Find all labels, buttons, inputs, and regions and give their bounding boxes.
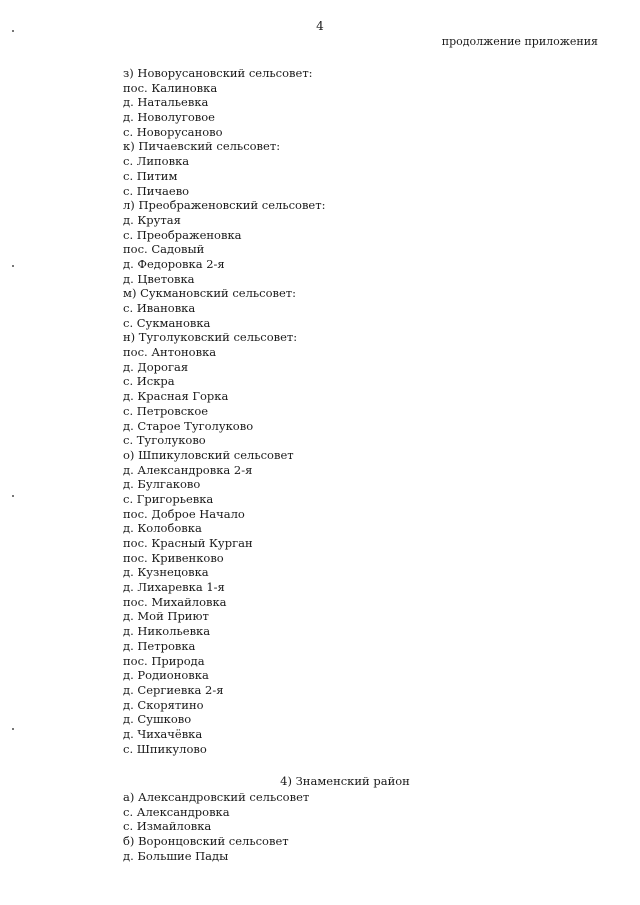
list-item: д. Лихаревка 1-я [123,580,225,595]
list-item: к) Пичаевский сельсовет: [123,139,281,154]
margin-dot [12,728,14,730]
list-item: с. Новорусаново [123,124,223,139]
list-item: с. Преображеновка [123,227,242,242]
list-item: о) Шпикуловский сельсовет [123,447,294,462]
list-item: д. Петровка [123,638,196,653]
list-item: д. Скорятино [123,697,204,712]
list-item: д. Натальевка [123,95,209,110]
list-item: пос. Кривенково [123,550,224,565]
list-item: з) Новорусановский сельсовет: [123,66,313,80]
district-settlement-list [123,790,309,863]
list-item: с. Сукмановка [123,315,211,330]
list-item: д. Цветовка [123,271,195,286]
list-item: д. Сергиевка 2-я [123,682,224,697]
list-item: с. Александровка [123,804,230,819]
list-item: н) Туголуковский сельсовет: [123,330,298,345]
list-item: д. Красная Горка [123,389,229,404]
margin-dot [12,265,14,267]
list-item: пос. Калиновка [123,80,218,95]
list-item: д. Сушково [123,712,192,727]
list-item: д. Никольевка [123,624,211,639]
list-item: д. Федоровка 2-я [123,256,225,271]
list-item: с. Питим [123,168,178,183]
margin-dot [12,495,14,497]
continuation-note: продолжение приложения [441,35,598,48]
list-item: д. Крутая [123,212,181,227]
list-item: д. Дорогая [123,359,189,374]
list-item: с. Измайловка [123,819,212,834]
list-item: д. Новолуговое [123,110,215,125]
list-item: д. Большие Пады [123,848,229,863]
list-item: л) Преображеновский сельсовет: [123,198,326,213]
list-item: б) Воронцовский сельсовет [123,834,289,849]
list-item: д. Старое Туголуково [123,418,254,433]
list-item: пос. Природа [123,653,205,668]
list-item: с. Искра [123,374,175,389]
list-item: м) Сукмановский сельсовет: [123,286,297,301]
list-item: с. Петровское [123,403,209,418]
list-item: с. Шпикулово [123,741,207,756]
settlement-list [123,66,325,756]
list-item: д. Мой Приют [123,609,209,624]
district-title: 4) Знаменский район [280,774,410,788]
list-item: с. Григорьевка [123,491,214,506]
list-item: пос. Садовый [123,242,205,257]
list-item: с. Ивановка [123,301,196,315]
list-item: с. Липовка [123,154,190,169]
list-item: а) Александровский сельсовет [123,790,310,804]
list-item: д. Кузнецовка [123,565,209,580]
list-item: д. Родионовка [123,668,209,683]
list-item: пос. Красный Курган [123,536,253,550]
list-item: пос. Антоновка [123,345,217,360]
list-item: с. Туголуково [123,433,206,448]
list-item: д. Колобовка [123,521,202,536]
list-item: пос. Доброе Начало [123,506,245,521]
list-item: д. Чихачёвка [123,726,203,741]
list-item: пос. Михайловка [123,594,227,609]
list-item: д. Булгаково [123,477,201,492]
page-number: 4 [316,19,324,33]
list-item: с. Пичаево [123,183,190,198]
list-item: д. Александровка 2-я [123,462,253,477]
